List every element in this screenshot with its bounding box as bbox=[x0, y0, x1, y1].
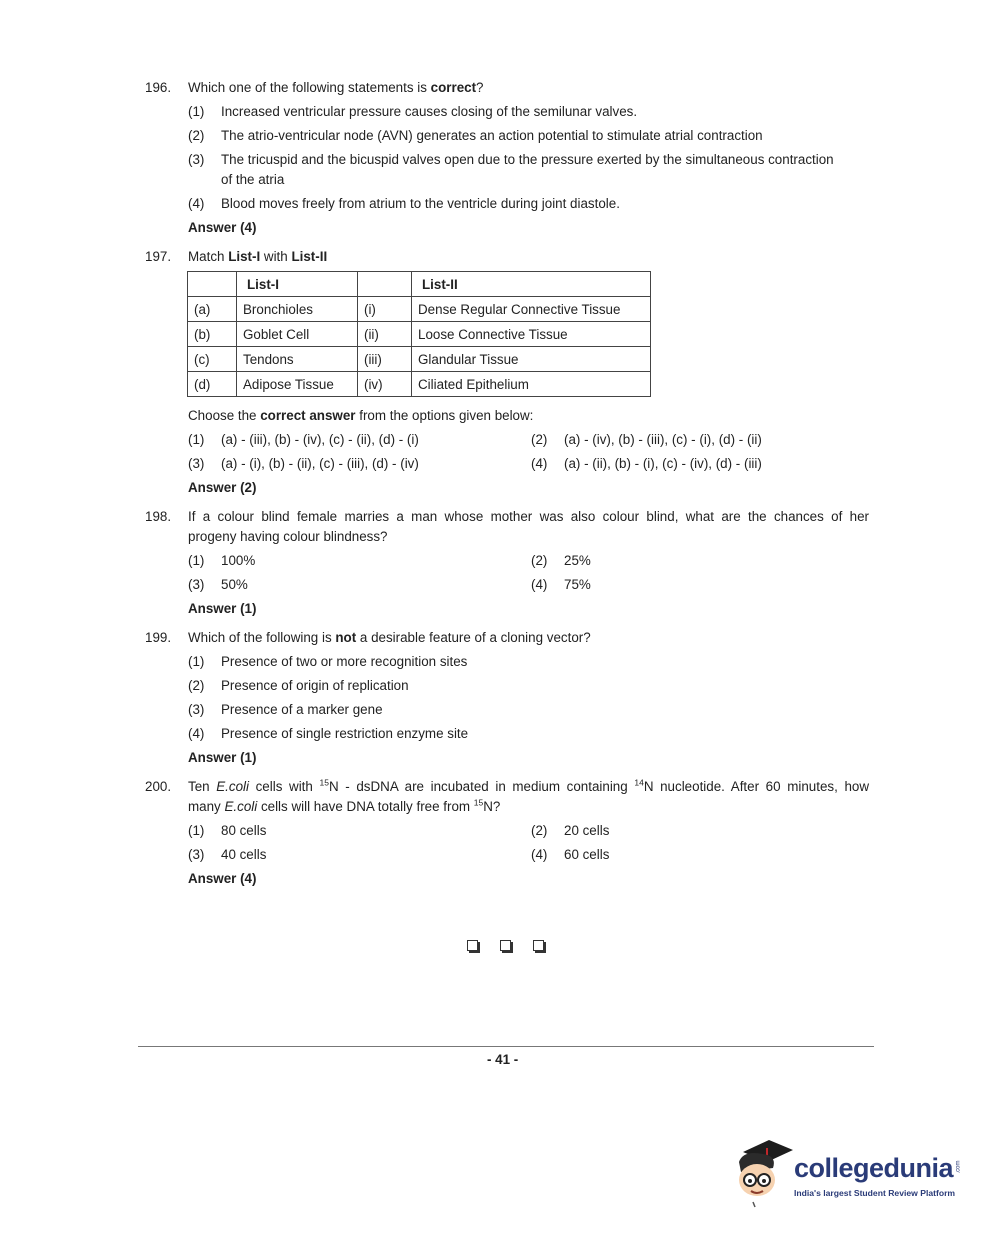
q198-text-line1: If a colour blind female marries a man whose mother was also colour blind, what are the chances of her bbox=[188, 509, 869, 524]
table-row bbox=[188, 322, 651, 347]
row-item: Adipose Tissue bbox=[237, 372, 358, 397]
q197-opt1-num: (1) bbox=[188, 432, 205, 447]
q200-text-line1: Ten E.coli cells with $^{15}$N - dsDNA are incubated in medium containing $^{14}$N nucleotide. After 60 minutes, how bbox=[188, 777, 870, 794]
q199-opt1-text: Presence of two or more recognition sites bbox=[221, 654, 468, 669]
brand-name: collegedunia bbox=[794, 1153, 954, 1183]
row-label: (a) bbox=[188, 297, 237, 322]
square-icon bbox=[500, 940, 511, 951]
row-item: Loose Connective Tissue bbox=[412, 322, 651, 347]
row-item: Ciliated Epithelium bbox=[412, 372, 651, 397]
q199-opt4-text: Presence of single restriction enzyme site bbox=[221, 726, 469, 741]
q200-opt3-num: (3) bbox=[188, 847, 205, 862]
row-label: (iv) bbox=[358, 372, 412, 397]
mascot-icon bbox=[733, 1138, 795, 1208]
q200-answer: Answer (4) bbox=[188, 871, 257, 886]
header-list1: List-I bbox=[237, 272, 358, 297]
q196-opt1-num: (1) bbox=[188, 104, 205, 119]
q198-opt1-num: (1) bbox=[188, 553, 205, 568]
q196-opt3-num: (3) bbox=[188, 152, 205, 167]
q198-opt4-num: (4) bbox=[531, 577, 548, 592]
q197-opt4-text: (a) - (ii), (b) - (i), (c) - (iv), (d) - (iii) bbox=[564, 456, 762, 471]
q197-opt3-text: (a) - (i), (b) - (ii), (c) - (iii), (d) - (iv) bbox=[221, 456, 419, 471]
q199-answer: Answer (1) bbox=[188, 750, 257, 765]
q199-opt3-num: (3) bbox=[188, 702, 205, 717]
match-table-header bbox=[188, 272, 651, 297]
q198-opt3-text: 50% bbox=[221, 577, 248, 592]
q198-answer: Answer (1) bbox=[188, 601, 257, 616]
q199-opt1-num: (1) bbox=[188, 654, 205, 669]
row-label: (d) bbox=[188, 372, 237, 397]
q200-opt1-text: 80 cells bbox=[221, 823, 267, 838]
q197-number: 197. bbox=[145, 249, 172, 264]
q198-opt3-num: (3) bbox=[188, 577, 205, 592]
q199-number: 199. bbox=[145, 630, 172, 645]
brand-tagline: India's largest Student Review Platform bbox=[794, 1188, 956, 1198]
q196-opt4-text: Blood moves freely from atrium to the ventricle during joint diastole. bbox=[221, 196, 620, 211]
q197-answer: Answer (2) bbox=[188, 480, 257, 495]
q198-opt2-num: (2) bbox=[531, 553, 548, 568]
q196-opt3-text-cont: of the atria bbox=[221, 172, 285, 187]
q200-opt4-num: (4) bbox=[531, 847, 548, 862]
q198-number: 198. bbox=[145, 509, 172, 524]
q198-opt1-text: 100% bbox=[221, 553, 256, 568]
q196-opt1-text: Increased ventricular pressure causes closing of the semilunar valves. bbox=[221, 104, 638, 119]
row-item: Dense Regular Connective Tissue bbox=[412, 297, 651, 322]
q200-opt2-text: 20 cells bbox=[564, 823, 610, 838]
header-blank-2 bbox=[358, 272, 412, 297]
row-label: (b) bbox=[188, 322, 237, 347]
q197-choose-text: Choose the correct answer from the options given below: bbox=[188, 408, 534, 423]
square-icon bbox=[533, 940, 544, 951]
q198-text-line2: progeny having colour blindness? bbox=[188, 529, 388, 544]
q196-opt4-num: (4) bbox=[188, 196, 205, 211]
footer-divider bbox=[138, 1046, 874, 1047]
q196-text: Which one of the following statements is correct? bbox=[188, 80, 484, 95]
table-row bbox=[188, 347, 651, 372]
q200-text-line2: many E.coli cells will have DNA totally free from $^{15}$N? bbox=[188, 797, 501, 814]
q199-opt2-text: Presence of origin of replication bbox=[221, 678, 409, 693]
q198-opt2-text: 25% bbox=[564, 553, 591, 568]
match-table bbox=[187, 271, 651, 397]
q200-opt2-num: (2) bbox=[531, 823, 548, 838]
brand-domain: .com bbox=[955, 1160, 962, 1174]
row-item: Tendons bbox=[237, 347, 358, 372]
row-label: (c) bbox=[188, 347, 237, 372]
header-list2: List-II bbox=[412, 272, 651, 297]
q199-opt4-num: (4) bbox=[188, 726, 205, 741]
q196-opt2-num: (2) bbox=[188, 128, 205, 143]
q200-opt4-text: 60 cells bbox=[564, 847, 610, 862]
row-label: (ii) bbox=[358, 322, 412, 347]
q198-opt4-text: 75% bbox=[564, 577, 591, 592]
q197-opt4-num: (4) bbox=[531, 456, 548, 471]
row-item: Bronchioles bbox=[237, 297, 358, 322]
q196-number: 196. bbox=[145, 80, 172, 95]
square-icon bbox=[467, 940, 478, 951]
q197-text: Match List-I with List-II bbox=[188, 249, 328, 264]
page-number: - 41 - bbox=[487, 1052, 519, 1067]
q200-opt1-num: (1) bbox=[188, 823, 205, 838]
q199-opt3-text: Presence of a marker gene bbox=[221, 702, 383, 717]
row-label: (iii) bbox=[358, 347, 412, 372]
q197-opt2-num: (2) bbox=[531, 432, 548, 447]
q200-opt3-text: 40 cells bbox=[221, 847, 267, 862]
q199-opt2-num: (2) bbox=[188, 678, 205, 693]
table-row bbox=[188, 297, 651, 322]
q199-text: Which of the following is not a desirable feature of a cloning vector? bbox=[188, 630, 591, 645]
q196-opt2-text: The atrio-ventricular node (AVN) generates an action potential to stimulate atrial contraction bbox=[221, 128, 763, 143]
table-row bbox=[188, 372, 651, 397]
q196-answer: Answer (4) bbox=[188, 220, 257, 235]
row-item: Goblet Cell bbox=[237, 322, 358, 347]
row-item: Glandular Tissue bbox=[412, 347, 651, 372]
q196-opt3-text: The tricuspid and the bicuspid valves open due to the pressure exerted by the simultaneous contraction bbox=[221, 152, 834, 167]
q200-number: 200. bbox=[145, 779, 172, 794]
header-blank-1 bbox=[188, 272, 237, 297]
row-label: (i) bbox=[358, 297, 412, 322]
q197-opt2-text: (a) - (iv), (b) - (iii), (c) - (i), (d) - (ii) bbox=[564, 432, 762, 447]
q197-opt1-text: (a) - (iii), (b) - (iv), (c) - (ii), (d) - (i) bbox=[221, 432, 419, 447]
q197-opt3-num: (3) bbox=[188, 456, 205, 471]
